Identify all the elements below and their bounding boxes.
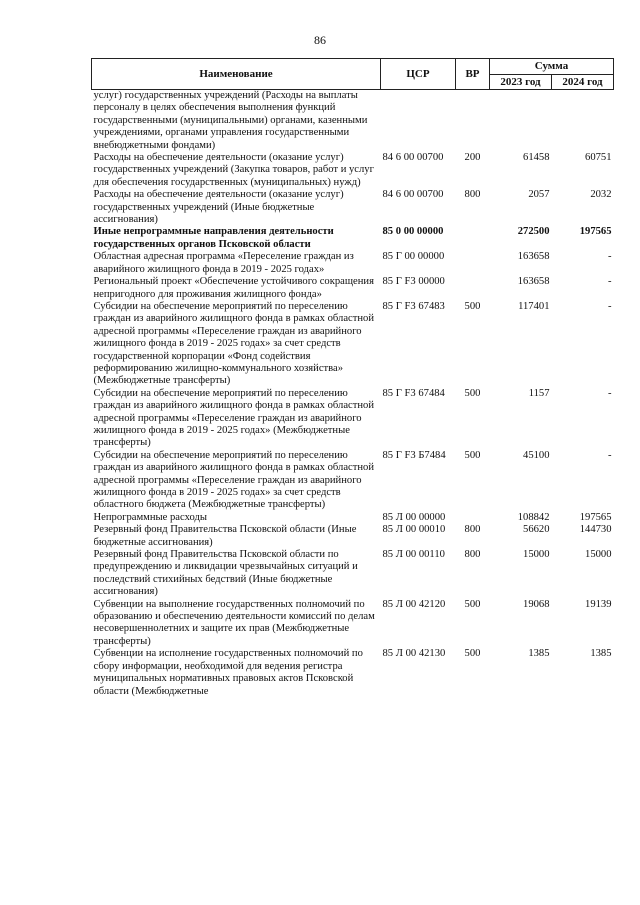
row-vr: 800	[464, 549, 481, 561]
row-name: Региональный проект «Обеспечение устойчивого сокращения непригодного для проживания жилищного фонда»	[93, 276, 374, 300]
row-2024	[552, 90, 614, 153]
row-2023: 272500	[517, 226, 550, 238]
row-2024: -	[607, 387, 612, 399]
row-2024: -	[607, 449, 612, 461]
row-vr: 800	[464, 524, 481, 536]
row-2023: 15000	[523, 549, 550, 561]
budget-table	[91, 58, 614, 698]
table-row	[92, 301, 614, 388]
row-2023: 163658	[517, 276, 550, 288]
row-name: Иные непрограммные направления деятельности государственных органов Псковской области	[93, 226, 334, 250]
row-csr: 84 6 00 00700	[382, 189, 444, 201]
row-csr: 85 Л 00 00000	[382, 511, 446, 523]
table-row	[92, 276, 614, 301]
header-csr: ЦСР	[381, 59, 456, 90]
row-name: Резервный фонд Правительства Псковской области (Иные бюджетные ассигнования)	[93, 524, 357, 548]
page-number: 86	[314, 33, 326, 47]
row-vr	[456, 512, 490, 524]
row-vr: 500	[464, 648, 481, 660]
row-csr: 85 Г 00 00000	[382, 251, 445, 263]
row-2023: 19068	[523, 598, 550, 610]
header-vr: ВР	[456, 59, 490, 90]
row-2024: 19139	[585, 598, 612, 610]
table-row	[92, 226, 614, 251]
row-vr: 200	[464, 152, 481, 164]
row-2023	[490, 90, 552, 153]
header-year-2024: 2024 год	[552, 74, 614, 90]
row-name: Непрограммные расходы	[93, 511, 207, 523]
row-name: Областная адресная программа «Переселение граждан из аварийного жилищного фонда в 2019 - 2025 годах»	[93, 251, 354, 275]
table-row	[92, 549, 614, 599]
row-2023: 1385	[528, 648, 550, 660]
row-vr: 500	[464, 449, 481, 461]
row-name: Субсидии на обеспечение мероприятий по переселению граждан из аварийного жилищного фонда в рамках областной адресной программы «Переселение граждан из аварийного жилищного фонда в 2019 - 2025 годах» за счет средств областного бюджета (Межбюджетные трансферты)	[93, 449, 375, 511]
table-row	[92, 189, 614, 226]
row-2023: 108842	[517, 511, 550, 523]
row-2023: 1157	[528, 387, 550, 399]
row-name: Субвенции на выполнение государственных полномочий по образованию и обеспечению деятельности комиссий по делам несовершеннолетних и защите их прав (Межбюджетные трансферты)	[93, 598, 375, 647]
row-2023: 45100	[523, 449, 550, 461]
row-name: Субвенции на исполнение государственных полномочий по сбору информации, необходимой для ведения регистра муниципальных нормативных правовых актов Псковской области (Межбюджетные	[93, 648, 363, 697]
row-2024: 1385	[590, 648, 612, 660]
row-2023: 56620	[523, 524, 550, 536]
row-csr: 85 Г F3 Б7484	[382, 449, 446, 461]
row-2024: 197565	[579, 226, 612, 238]
header-sum: Сумма	[490, 59, 614, 75]
row-vr	[456, 251, 490, 276]
row-csr: 85 Л 00 42130	[382, 648, 446, 660]
row-2024: -	[607, 300, 612, 312]
row-2024: 197565	[579, 511, 612, 523]
row-2024: 2032	[590, 189, 612, 201]
row-vr: 500	[464, 300, 481, 312]
row-name: Резервный фонд Правительства Псковской области по предупреждению и ликвидации чрезвычайных ситуаций и последствий стихийных бедствий (Иные бюджетные ассигнования)	[93, 549, 358, 598]
row-csr: 85 Г F3 67483	[382, 300, 445, 312]
row-csr: 85 Л 00 00110	[382, 549, 445, 561]
table-row	[92, 251, 614, 276]
row-csr: 85 Г F3 67484	[382, 387, 445, 399]
table-row	[92, 648, 614, 698]
table-row	[92, 512, 614, 524]
row-csr	[381, 90, 456, 153]
row-vr: 500	[464, 387, 481, 399]
row-2023: 2057	[528, 189, 550, 201]
row-2024: 15000	[585, 549, 612, 561]
row-2023: 117401	[518, 300, 550, 312]
row-name: Субсидии на обеспечение мероприятий по переселению граждан из аварийного жилищного фонда в рамках областной адресной программы «Переселение граждан из аварийного жилищного фонда в 2019 - 2025 годах» (Межбюджетные трансферты)	[93, 387, 375, 449]
row-csr: 84 6 00 00700	[382, 152, 444, 164]
row-vr: 800	[464, 189, 481, 201]
row-2023: 163658	[517, 251, 550, 263]
row-csr: 85 Л 00 42120	[382, 598, 446, 610]
table-row	[92, 599, 614, 649]
row-csr: 85 Л 00 00010	[382, 524, 446, 536]
table-row	[92, 524, 614, 549]
row-vr	[456, 90, 490, 153]
header-name: Наименование	[92, 59, 381, 90]
row-2024: 60751	[585, 152, 612, 164]
row-name: Расходы на обеспечение деятельности (оказание услуг) государственных учреждений (Закупка товаров, работ и услуг для обеспечения государственных (муниципальных) нужд)	[93, 152, 374, 188]
row-2024: 144730	[579, 524, 612, 536]
row-vr: 500	[464, 598, 481, 610]
table-row	[92, 152, 614, 189]
row-name: Субсидии на обеспечение мероприятий по переселению граждан из аварийного жилищного фонда в рамках областной адресной программы «Переселение граждан из аварийного жилищного фонда в 2019 - 2025 годах» за счет средств государственной корпорации «Фонд содействия реформированию жилищно-коммунального хозяйства» (Межбюджетные трансферты)	[93, 300, 375, 387]
row-2023: 61458	[523, 152, 550, 164]
header-year-2023: 2023 год	[490, 74, 552, 90]
row-vr	[456, 226, 490, 251]
row-csr: 85 0 00 00000	[382, 226, 444, 238]
table-row	[92, 450, 614, 512]
row-name: услуг) государственных учреждений (Расходы на выплаты персоналу в целях обеспечения выполнения функций государственными (муниципальными) органами, казенными учреждениями, органами управления государственными внебюджетными фондами)	[93, 90, 368, 151]
row-2024: -	[607, 276, 612, 288]
table-row	[92, 388, 614, 450]
row-name: Расходы на обеспечение деятельности (оказание услуг) государственных учреждений (Иные бюджетные ассигнования)	[93, 189, 344, 226]
row-2024: -	[607, 251, 612, 263]
row-vr	[456, 276, 490, 301]
row-csr: 85 Г F3 00000	[382, 276, 445, 288]
table-row	[92, 90, 614, 153]
